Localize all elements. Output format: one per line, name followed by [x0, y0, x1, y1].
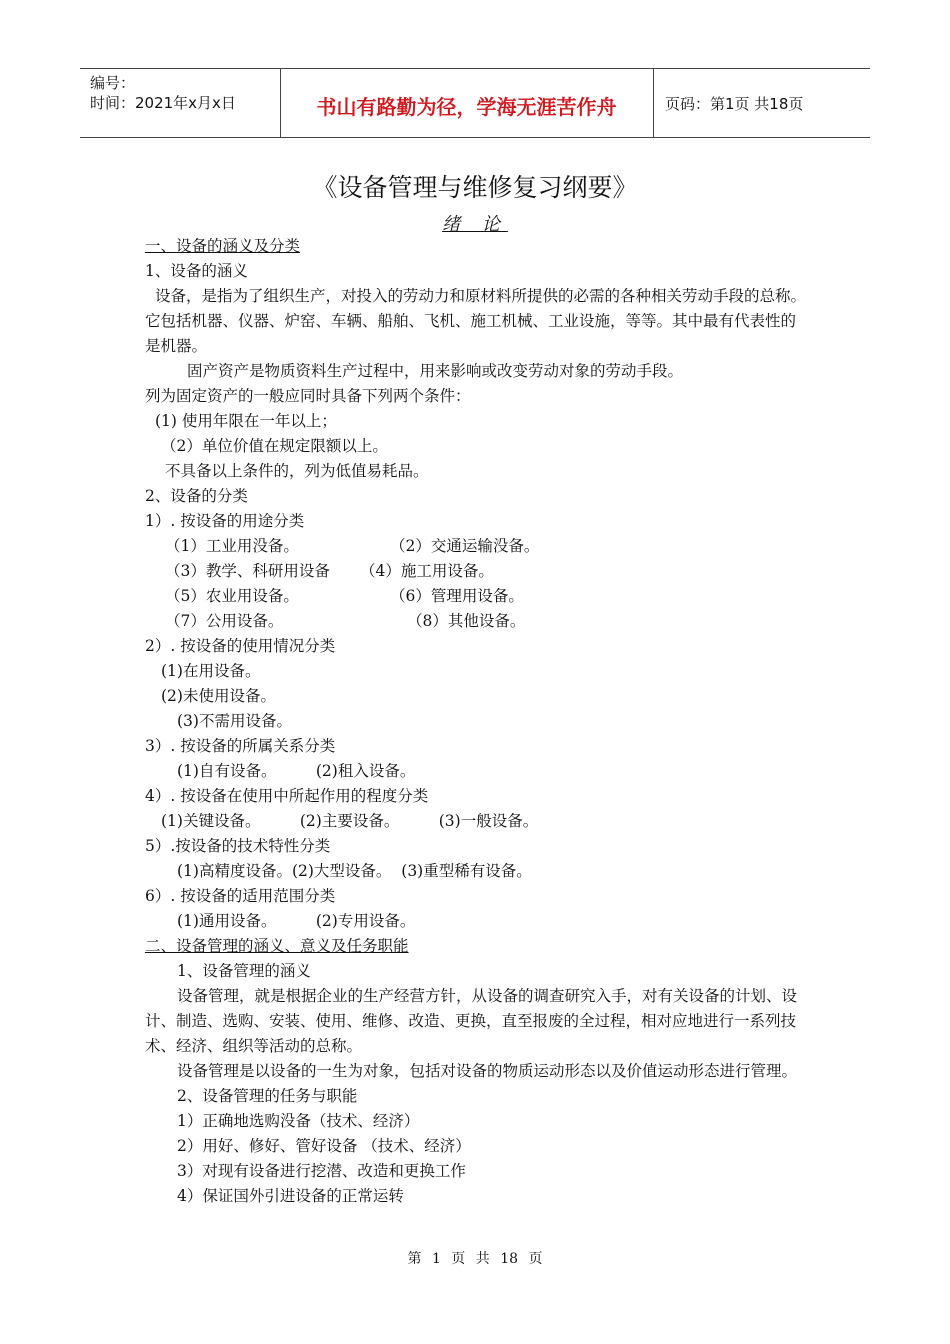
- list-item: （4）施工用设备。: [360, 562, 494, 580]
- list-item: （8）其他设备。: [407, 612, 526, 630]
- document-title: 《设备管理与维修复习纲要》: [312, 173, 638, 202]
- list-item: 4）保证国外引进设备的正常运转: [177, 1187, 404, 1205]
- list-item: （6）管理用设备。: [390, 587, 524, 605]
- category-heading: 5）.按设备的技术特性分类: [145, 837, 331, 855]
- subsection-heading: 1、设备的涵义: [145, 262, 248, 280]
- list-item: (1)高精度设备。(2)大型设备。 (3)重型稀有设备。: [177, 862, 532, 880]
- time-label: 时间：2021年x月x日: [90, 94, 236, 112]
- paragraph: 固产资产是物质资料生产过程中，用来影响或改变劳动对象的劳动手段。: [187, 362, 684, 380]
- header-motto: 书山有路勤为径，学海无涯苦作舟: [316, 95, 617, 119]
- document-header: [80, 68, 870, 138]
- section-heading: 一、设备的涵义及分类: [145, 237, 301, 255]
- list-item: (2)未使用设备。: [161, 687, 276, 705]
- list-row: [145, 559, 810, 584]
- list-row: [145, 609, 810, 634]
- list-item: (1) 使用年限在一年以上；: [155, 412, 337, 430]
- subsection-heading: 1、设备管理的涵义: [177, 962, 311, 980]
- page-footer: 第 1 页 共 18 页: [407, 1251, 543, 1267]
- category-heading: 6）. 按设备的适用范围分类: [145, 887, 336, 905]
- section-heading: 二、设备管理的涵义、意义及任务职能: [145, 937, 409, 955]
- paragraph: 设备管理是以设备的一生为对象，包括对设备的物质运动形态以及价值运动形态进行管理。: [177, 1062, 798, 1080]
- list-row: [145, 534, 810, 559]
- subsection-heading: 2、设备管理的任务与职能: [177, 1087, 358, 1105]
- list-item: (3)不需用设备。: [177, 712, 292, 730]
- paragraph: 列为固定资产的一般应同时具备下列两个条件：: [145, 387, 471, 405]
- header-page-info: 页码：第1页 共18页: [665, 95, 804, 113]
- list-item: （7）公用设备。: [165, 612, 284, 630]
- number-label: 编号：: [90, 74, 136, 92]
- list-item: （2）单位价值在规定限额以上。: [161, 437, 388, 455]
- document-body: [145, 234, 810, 1209]
- list-item: (1)关键设备。 (2)主要设备。 (3)一般设备。: [161, 812, 539, 830]
- header-divider: [653, 69, 654, 137]
- category-heading: 1）. 按设备的用途分类: [145, 512, 305, 530]
- paragraph: 设备，是指为了组织生产，对投入的劳动力和原材料所提供的必需的各种相关劳动手段的总称。它包括机器、仪器、炉窑、车辆、船舶、飞机、施工机械、工业设施，等等。其中最有代表性的是机器。: [145, 287, 807, 355]
- header-meta: [90, 73, 236, 113]
- category-heading: 2）. 按设备的使用情况分类: [145, 637, 336, 655]
- document-subtitle: 绪 论: [442, 214, 508, 235]
- list-item: （3）教学、科研用设备: [165, 562, 330, 580]
- paragraph: 不具备以上条件的，列为低值易耗品。: [165, 462, 429, 480]
- list-item: （2）交通运输没备。: [390, 537, 540, 555]
- paragraph: 设备管理，就是根据企业的生产经营方针，从设备的调查研究入手，对有关设备的计划、设计、制造、选购、安装、使用、维修、改造、更换，直至报废的全过程，相对应地进行一系列技术、经济、组织等活动的总称。: [145, 987, 798, 1055]
- list-item: 1）正确地选购没备（技术、经济）: [177, 1112, 420, 1130]
- list-item: 2）用好、修好、管好设备 （技术、经济）: [177, 1137, 471, 1155]
- list-item: （1）工业用没备。: [165, 537, 299, 555]
- list-item: (1)通用设备。 (2)专用设备。: [177, 912, 416, 930]
- category-heading: 4）. 按设备在使用中所起作用的程度分类: [145, 787, 429, 805]
- list-item: (1)自有设备。 (2)租入设备。: [177, 762, 416, 780]
- list-item: 3）对现有设备进行挖潜、改造和更换工作: [177, 1162, 466, 1180]
- list-row: [145, 584, 810, 609]
- subsection-heading: 2、设备的分类: [145, 487, 248, 505]
- category-heading: 3）. 按设备的所属关系分类: [145, 737, 336, 755]
- list-item: （5）农业用设备。: [165, 587, 299, 605]
- list-item: (1)在用设备。: [161, 662, 261, 680]
